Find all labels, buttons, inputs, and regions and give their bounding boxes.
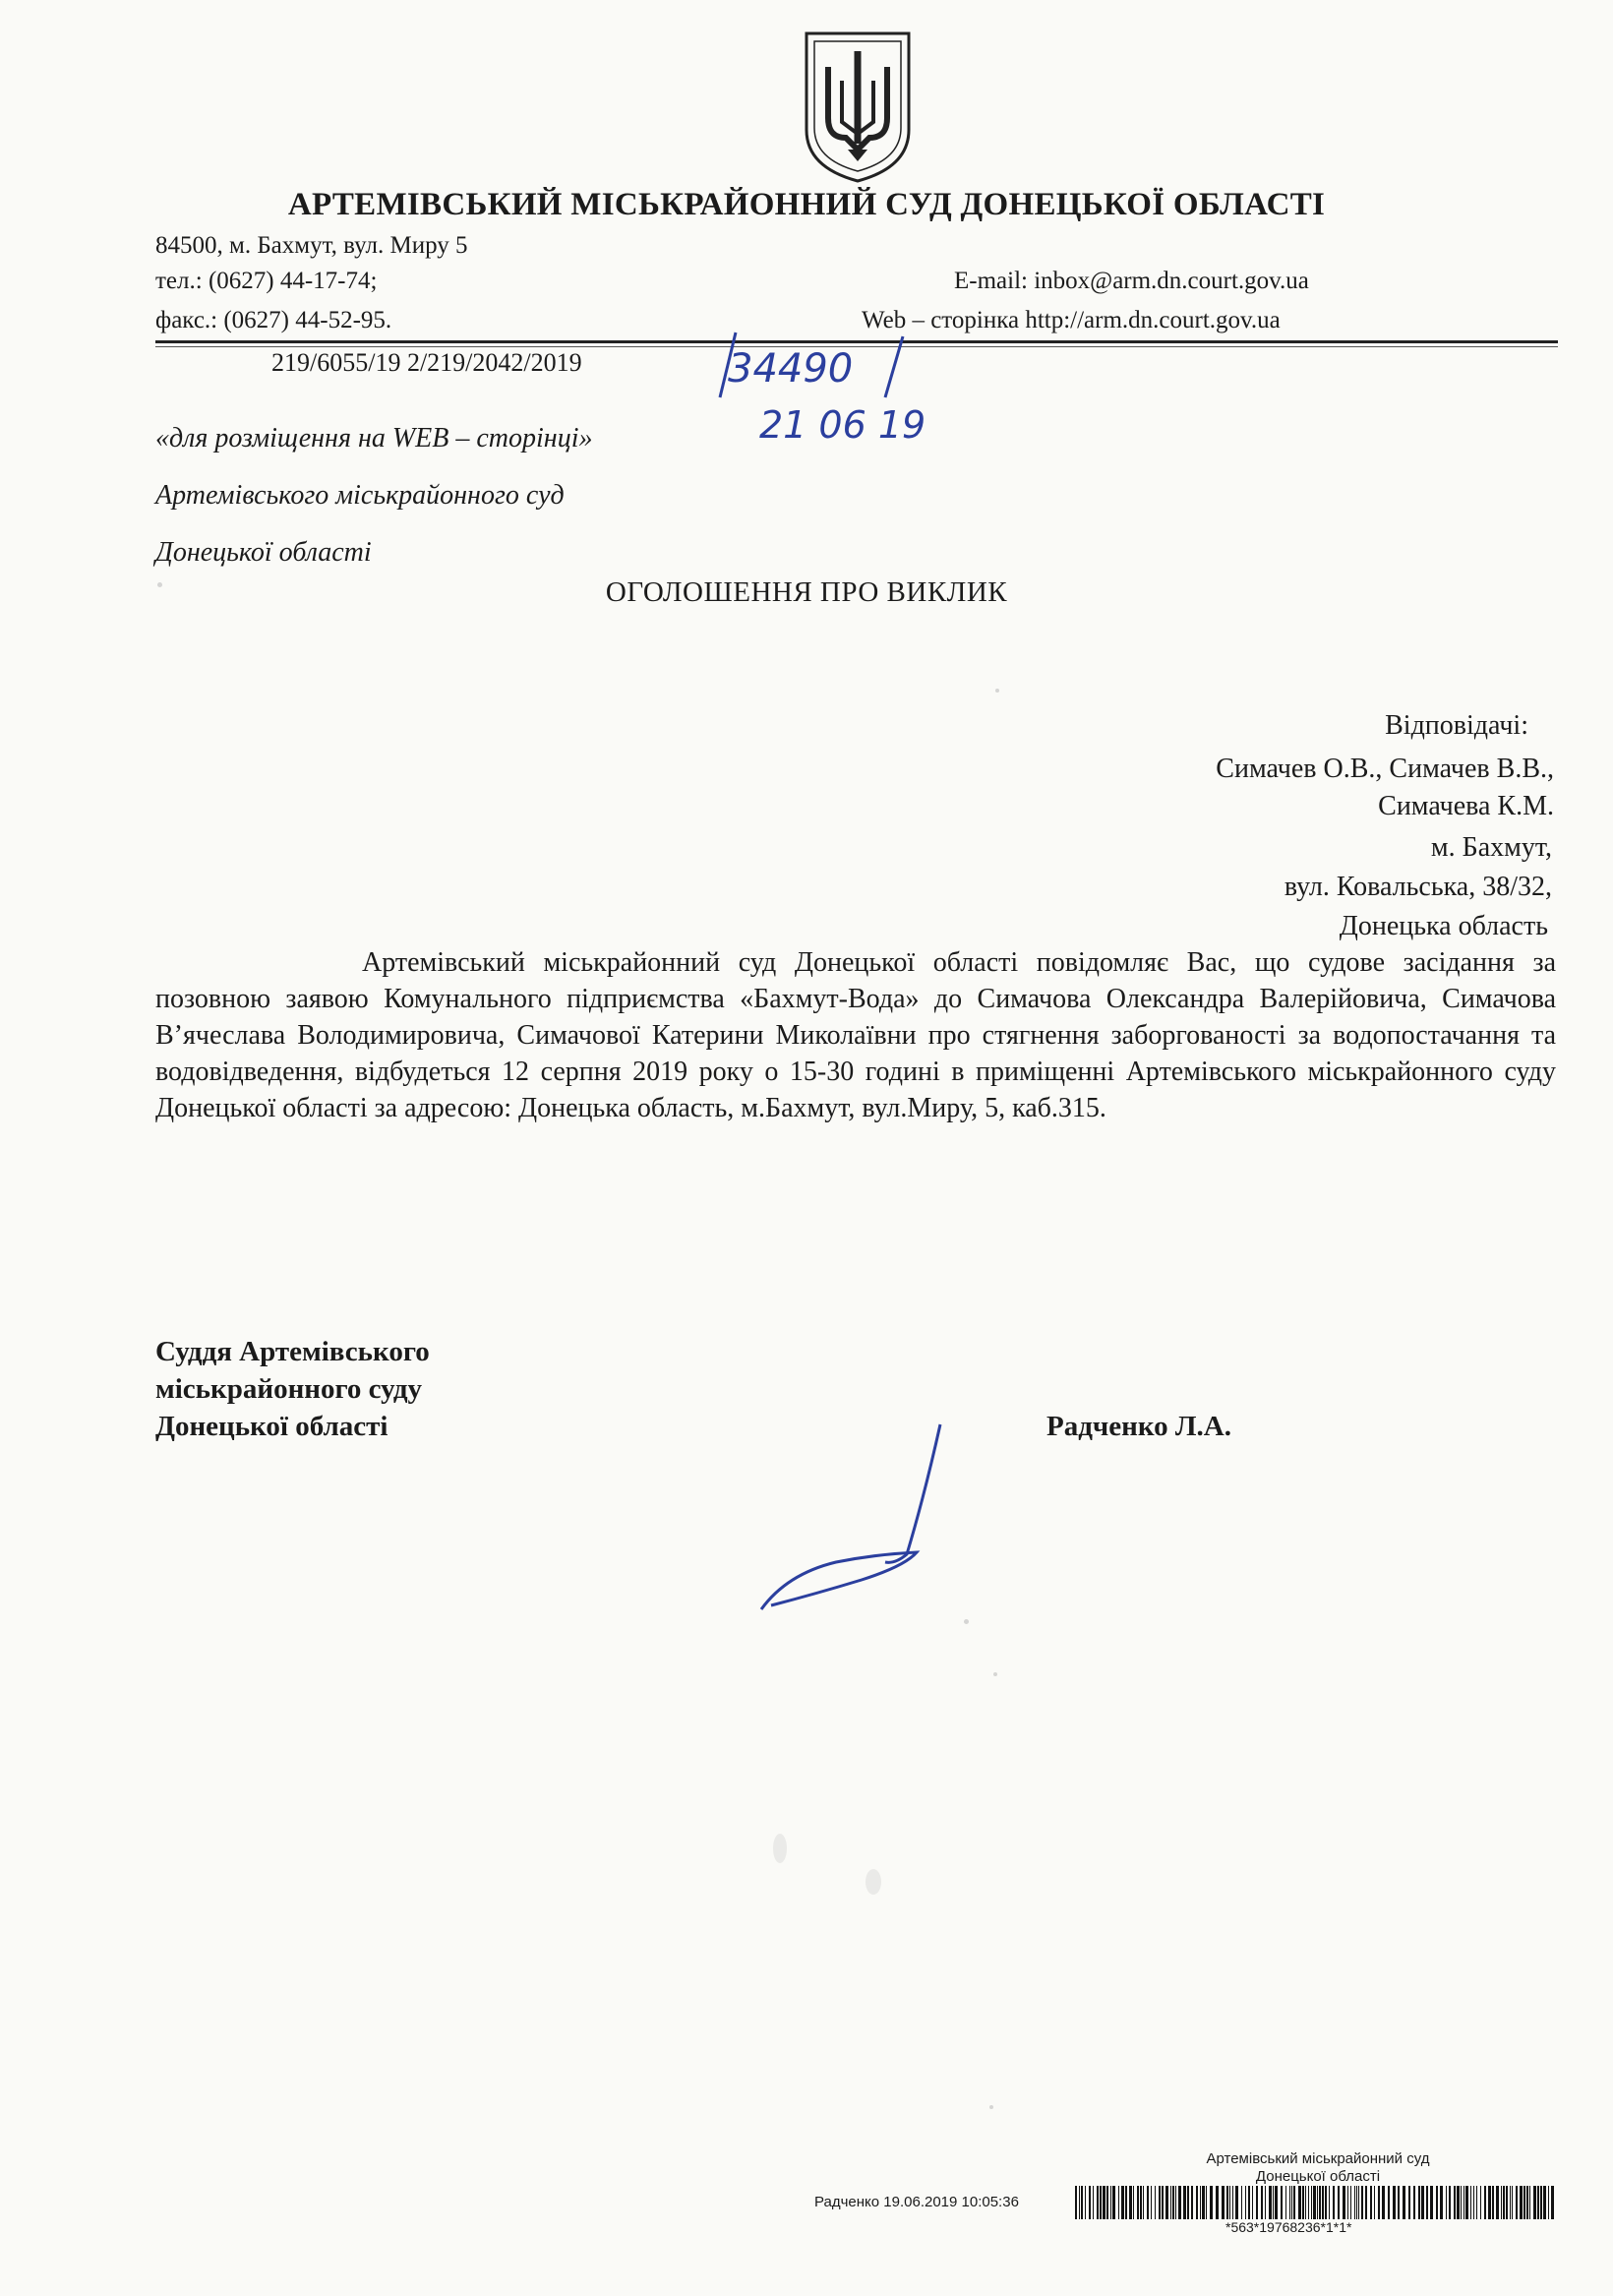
barcode-bar (1308, 2186, 1309, 2219)
barcode-bar (1370, 2186, 1372, 2219)
barcode-bar (1430, 2186, 1433, 2219)
barcode-bar (1537, 2186, 1539, 2219)
barcode-bar (1319, 2186, 1321, 2219)
stamp-author-time: Радченко 19.06.2019 10:05:36 (814, 2194, 1019, 2210)
court-website: Web – сторінка http://arm.dn.court.gov.ua (862, 307, 1281, 333)
barcode-bar (1093, 2186, 1094, 2219)
barcode-bar (1426, 2186, 1428, 2219)
barcode-bar (1151, 2186, 1152, 2219)
barcode-bar (1418, 2186, 1420, 2219)
court-name: АРТЕМІВСЬКИЙ МІСЬКРАЙОННИЙ СУД ДОНЕЦЬКОЇ ОБЛАСТІ (287, 187, 1326, 222)
barcode-bar (1273, 2186, 1274, 2219)
barcode-bar (1200, 2186, 1201, 2219)
barcode-bar (1347, 2186, 1348, 2219)
barcode (1075, 2186, 1555, 2219)
barcode-bar (1492, 2186, 1494, 2219)
barcode-bar (1232, 2186, 1233, 2219)
barcode-bar (1313, 2186, 1316, 2219)
barcode-bar (1403, 2186, 1405, 2219)
barcode-bar (1210, 2186, 1213, 2219)
barcode-bar (1235, 2186, 1238, 2219)
barcode-bar (1338, 2186, 1340, 2219)
barcode-bar (1473, 2186, 1474, 2219)
barcode-bar (1172, 2186, 1174, 2219)
barcode-bar (1305, 2186, 1306, 2219)
stamp-code: *563*19768236*1*1* (1225, 2219, 1352, 2235)
signature-title-1: Суддя Артемівського (155, 1336, 430, 1367)
barcode-bar (1302, 2186, 1304, 2219)
barcode-bar (1229, 2186, 1230, 2219)
barcode-bar (1252, 2186, 1253, 2219)
barcode-bar (1446, 2186, 1447, 2219)
barcode-bar (1533, 2186, 1536, 2219)
barcode-bar (1079, 2186, 1080, 2219)
barcode-bar (1100, 2186, 1102, 2219)
recipient-line-3: Донецької області (155, 537, 372, 568)
barcode-bar (1226, 2186, 1228, 2219)
barcode-bar (1159, 2186, 1161, 2219)
barcode-bar (1216, 2186, 1219, 2219)
barcode-bar (1523, 2186, 1525, 2219)
stamp-court-line-1: Артемівський міськрайонний суд (1206, 2150, 1430, 2167)
barcode-bar (1170, 2186, 1171, 2219)
barcode-bar (1196, 2186, 1198, 2219)
court-phone: тел.: (0627) 44-17-74; (155, 268, 378, 294)
barcode-bar (1388, 2186, 1390, 2219)
barcode-bar (1293, 2186, 1295, 2219)
barcode-bar (1089, 2186, 1091, 2219)
barcode-bar (1175, 2186, 1176, 2219)
barcode-bar (1329, 2186, 1330, 2219)
barcode-bar (1543, 2186, 1546, 2219)
barcode-bar (1137, 2186, 1139, 2219)
scan-speck (989, 2105, 993, 2109)
barcode-bar (1121, 2186, 1124, 2219)
barcode-bar (1529, 2186, 1530, 2219)
scan-smudge (773, 1834, 787, 1863)
barcode-bar (1291, 2186, 1292, 2219)
barcode-bar (1374, 2186, 1375, 2219)
respondents-city: м. Бахмут, (1430, 832, 1552, 863)
notice-paragraph: Артемівський міськрайонний суд Донецької області повідомляє Вас, що судове засідання за позовною заявою Комунального підприємства «Бахмут-Вода» до Симачова Олександра Валерійовича, Симачова В’ячеслава Володимировича, Симачової Катерини Миколаївни про стягнення заборгованості за водопостачання та водовідведення, відбудеться 12 серпня 2019 року о 15-30 годині в приміщенні Артемівського міськрайонного суду Донецької області за адресою: Донецька область, м.Бахмут, вул.Миру, 5, каб.315. (155, 947, 1556, 1123)
handwritten-number: 34490 (728, 346, 854, 392)
barcode-bar (1454, 2186, 1456, 2219)
barcode-bar (1147, 2186, 1149, 2219)
case-numbers: 219/6055/19 2/219/2042/2019 (271, 348, 582, 377)
barcode-bar (1413, 2186, 1415, 2219)
barcode-bar (1470, 2186, 1471, 2219)
scan-speck (995, 689, 999, 693)
barcode-bar (1361, 2186, 1363, 2219)
barcode-bar (1222, 2186, 1225, 2219)
barcode-bar (1112, 2186, 1115, 2219)
barcode-bar (1461, 2186, 1462, 2219)
barcode-bar (1510, 2186, 1511, 2219)
barcode-bar (1317, 2186, 1318, 2219)
respondents-street: вул. Ковальська, 38/32, (1284, 872, 1552, 902)
barcode-bar (1358, 2186, 1359, 2219)
barcode-bar (1526, 2186, 1528, 2219)
barcode-bar (1097, 2186, 1099, 2219)
barcode-bar (1103, 2186, 1105, 2219)
barcode-bar (1440, 2186, 1443, 2219)
barcode-bar (1325, 2186, 1327, 2219)
scan-smudge (866, 1869, 881, 1895)
barcode-bar (1125, 2186, 1127, 2219)
barcode-bar (1343, 2186, 1345, 2219)
barcode-bar (1155, 2186, 1156, 2219)
barcode-bar (1075, 2186, 1077, 2219)
barcode-bar (1178, 2186, 1181, 2219)
barcode-bar (1457, 2186, 1460, 2219)
barcode-bar (1143, 2186, 1144, 2219)
barcode-bar (1140, 2186, 1142, 2219)
barcode-bar (1133, 2186, 1134, 2219)
barcode-bar (1106, 2186, 1108, 2219)
barcode-bar (1484, 2186, 1486, 2219)
barcode-bar (1285, 2186, 1286, 2219)
barcode-bar (1512, 2186, 1513, 2219)
recipient-line-1: «для розміщення на WEB – сторінці» (155, 423, 593, 453)
recipient-line-2: Артемівського міськрайонного суд (155, 480, 565, 511)
barcode-bar (1162, 2186, 1164, 2219)
barcode-bar (1110, 2186, 1111, 2219)
respondents-names: Симачев О.В., Симачев В.В., (1216, 754, 1554, 784)
barcode-bar (1085, 2186, 1086, 2219)
barcode-bar (1398, 2186, 1400, 2219)
barcode-bar (1496, 2186, 1499, 2219)
scan-speck (157, 582, 162, 587)
barcode-bar (1256, 2186, 1258, 2219)
barcode-bar (1245, 2186, 1246, 2219)
barcode-bar (1261, 2186, 1263, 2219)
barcode-bar (1520, 2186, 1523, 2219)
barcode-bar (1540, 2186, 1542, 2219)
coat-of-arms-icon (799, 28, 917, 185)
barcode-bar (1281, 2186, 1283, 2219)
barcode-bar (1206, 2186, 1207, 2219)
barcode-bar (1393, 2186, 1396, 2219)
scan-speck (964, 1619, 969, 1624)
handwritten-date: 21 06 19 (759, 403, 926, 447)
respondents-region: Донецька область (1339, 911, 1548, 941)
barcode-bar (1516, 2186, 1518, 2219)
barcode-bar (1118, 2186, 1119, 2219)
barcode-bar (1322, 2186, 1324, 2219)
barcode-bar (1248, 2186, 1250, 2219)
barcode-bar (1354, 2186, 1355, 2219)
court-address: 84500, м. Бахмут, вул. Миру 5 (155, 232, 468, 259)
barcode-bar (1241, 2186, 1242, 2219)
barcode-bar (1382, 2186, 1385, 2219)
barcode-bar (1365, 2186, 1367, 2219)
barcode-bar (1289, 2186, 1290, 2219)
barcode-bar (1333, 2186, 1335, 2219)
barcode-bar (1129, 2186, 1132, 2219)
barcode-bar (1421, 2186, 1424, 2219)
court-email: E-mail: inbox@arm.dn.court.gov.ua (954, 268, 1309, 294)
barcode-bar (1480, 2186, 1481, 2219)
barcode-bar (1183, 2186, 1186, 2219)
barcode-bar (1506, 2186, 1508, 2219)
respondents-label: Відповідачі: (1385, 710, 1528, 741)
barcode-bar (1269, 2186, 1272, 2219)
barcode-bar (1165, 2186, 1168, 2219)
judge-name: Радченко Л.А. (1046, 1411, 1231, 1442)
barcode-bar (1187, 2186, 1189, 2219)
barcode-bar (1476, 2186, 1477, 2219)
scan-speck (993, 1672, 997, 1676)
barcode-bar (1081, 2186, 1083, 2219)
signature-title-2: міськрайонного суду (155, 1373, 423, 1405)
barcode-bar (1465, 2186, 1468, 2219)
signature-title-3: Донецької області (155, 1411, 388, 1442)
barcode-bar (1436, 2186, 1438, 2219)
barcode-bar (1551, 2186, 1554, 2219)
barcode-bar (1311, 2186, 1312, 2219)
handwritten-signature (747, 1417, 974, 1623)
barcode-bar (1548, 2186, 1549, 2219)
barcode-bar (1350, 2186, 1351, 2219)
document-title: ОГОЛОШЕННЯ ПРО ВИКЛИК (605, 576, 1008, 608)
barcode-bar (1275, 2186, 1278, 2219)
court-fax: факс.: (0627) 44-52-95. (155, 307, 392, 333)
barcode-bar (1488, 2186, 1491, 2219)
barcode-bar (1378, 2186, 1380, 2219)
stamp-court-line-2: Донецької області (1255, 2168, 1381, 2185)
barcode-bar (1202, 2186, 1205, 2219)
barcode-bar (1191, 2186, 1193, 2219)
barcode-bar (1265, 2186, 1266, 2219)
notice-body (155, 944, 1556, 1126)
barcode-bar (1298, 2186, 1301, 2219)
barcode-bar (1356, 2186, 1357, 2219)
barcode-bar (1408, 2186, 1410, 2219)
barcode-bar (1501, 2186, 1502, 2219)
respondents-names-2: Симачева К.М. (1378, 791, 1554, 821)
barcode-bar (1449, 2186, 1451, 2219)
barcode-bar (1503, 2186, 1505, 2219)
